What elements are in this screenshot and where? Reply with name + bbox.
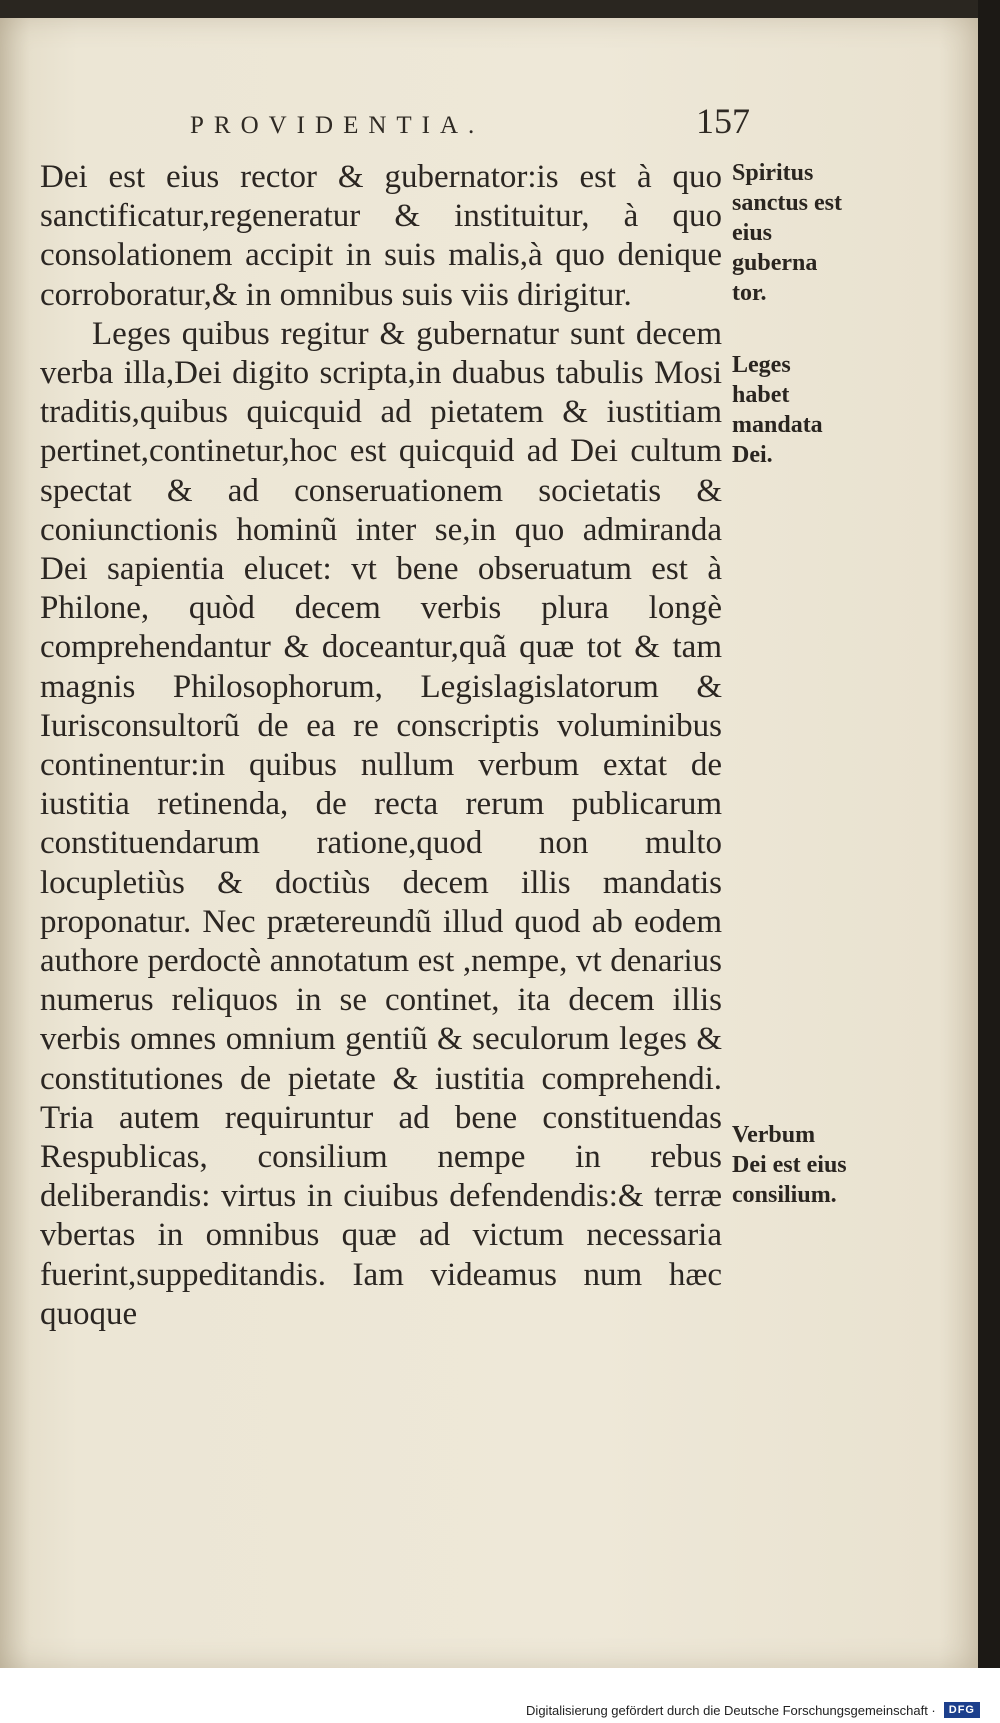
dfg-credit-text: Digitalisierung gefördert durch die Deutsche Forschungsgemeinschaft · [526, 1702, 936, 1718]
running-header [190, 100, 750, 142]
scan-edge [978, 0, 1000, 1668]
running-title: PROVIDENTIA. [190, 112, 485, 139]
paragraph-2: Leges quibus regitur & gubernatur sunt decem verba illa,Dei digito scripta,in duabus tabulis Mosi traditis,quibus quicquid ad pietatem & iustitiam pertinet,continetur,hoc est quicquid ad Dei cultum spectat & ad conseruationem societatis & coniunctionis hominũ inter se,in quo admiranda Dei sapientia elucet: vt bene obseruatum est à Philone, quòd decem verbis plura longè comprehendantur & doceantur,quã quæ tot & tam magnis Philosophorum, Legislagislatorum & Iurisconsultorũ de ea re conscriptis voluminibus continentur:in quibus nullum verbum extat de iustitia retinenda, de recta rerum publicarum constituendarum ratione,quod non multo locupletiùs & doctiùs decem illis mandatis proponatur. Nec prætereundũ illud quod ab eodem authore perdoctè annotatum est ,nempe, vt denarius numerus reliquos in se continet, ita decem illis verbis omnes omnium gentiũ & seculorum leges & constitutiones de pietate & iustitia comprehendi. Tria autem requiruntur ad bene constituendas Respublicas, consilium nempe in rebus deliberandis: virtus in ciuibus defendendis:& terræ vbertas in omnibus quæ ad victum necessaria fuerint,suppeditandis. Iam videamus num hæc quoque [40, 315, 722, 1332]
margin-note-spiritus: Spiritus sanctus est eius guberna tor. [732, 160, 843, 306]
margin-note-leges: Leges habet mandata Dei. [732, 352, 823, 468]
main-text [40, 158, 722, 1334]
dfg-credit [526, 1702, 980, 1718]
margin-note-verbum: Verbum Dei est eius consilium. [732, 1122, 847, 1208]
page-number: 157 [696, 101, 750, 141]
paragraph-1: Dei est eius rector & gubernator:is est à quo sanctificatur,regeneratur & instituitur, à quo consolationem accipit in suis malis,à quo denique corroboratur,& in omnibus suis viis dirigitur. [40, 159, 722, 313]
book-page [0, 18, 978, 1668]
dfg-logo: DFG [944, 1702, 980, 1718]
